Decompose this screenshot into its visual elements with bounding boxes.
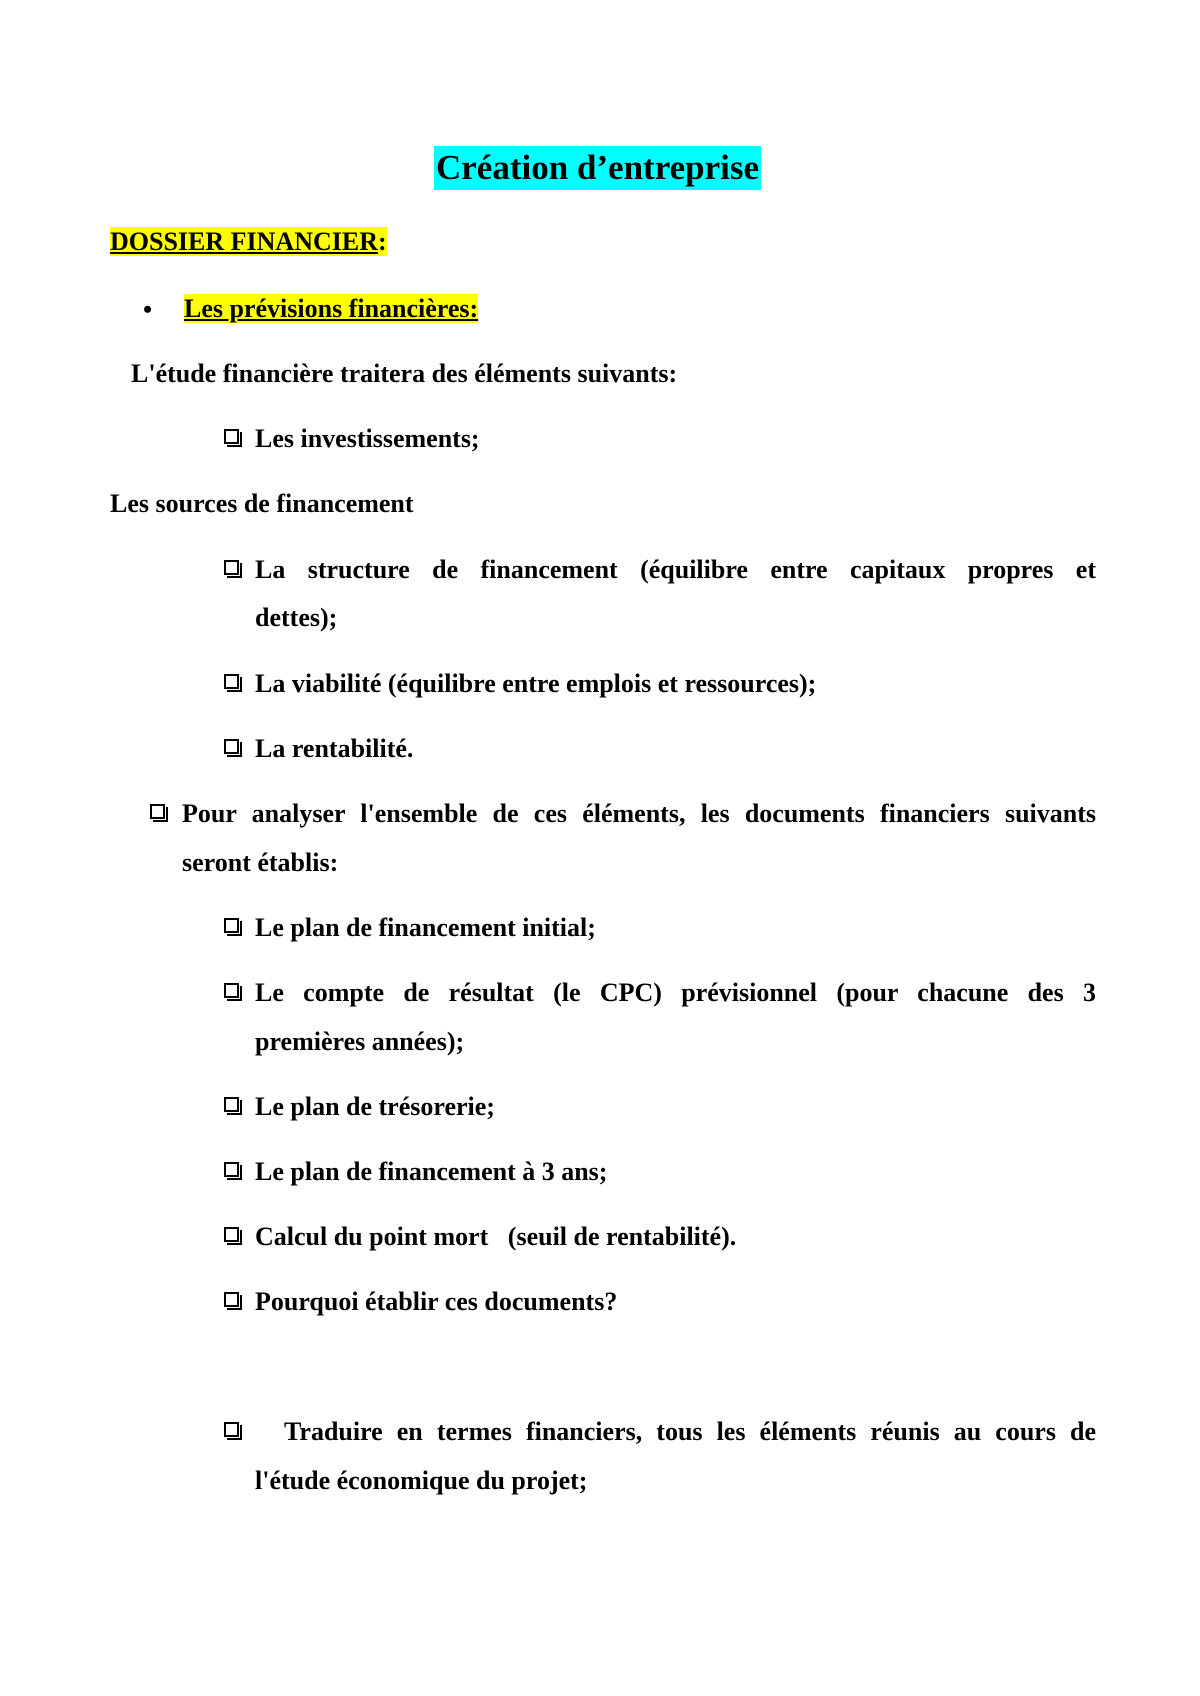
traduire-line1: Traduire en termes financiers, tous les éléments réunis au cours de — [284, 1417, 1096, 1446]
section-heading-text: DOSSIER FINANCIER — [110, 227, 378, 256]
checkbox-square-icon — [224, 1227, 239, 1242]
list-item-pourquoi: Pourquoi établir ces documents? — [255, 1287, 618, 1316]
checkbox-square-icon — [224, 1422, 239, 1437]
subheading-text: Les prévisions financières: — [184, 294, 479, 323]
bullet-dot-icon: • — [143, 295, 153, 324]
checkbox-square-icon — [224, 918, 239, 933]
list-item-structure-line1: La structure de financement (équilibre entre capitaux propres et — [255, 555, 1096, 584]
section-heading — [110, 226, 387, 258]
list-item-viabilite: La viabilité (équilibre entre emplois et ressources); — [255, 669, 817, 698]
analyse-line2: seront établis: — [182, 848, 339, 877]
analyse-line1: Pour analyser l'ensemble de ces éléments, les documents financiers suivants — [182, 799, 1096, 828]
list-item-plan-3ans: Le plan de financement à 3 ans; — [255, 1157, 608, 1186]
subheading — [184, 293, 478, 325]
checkbox-square-icon — [224, 1097, 239, 1112]
checkbox-square-icon — [224, 983, 239, 998]
intro-text: L'étude financière traitera des éléments suivants: — [131, 359, 678, 388]
section-heading-colon: : — [378, 227, 387, 256]
checkbox-square-icon — [224, 560, 239, 575]
list-item-rentabilite: La rentabilité. — [255, 734, 414, 763]
list-item-investissements: Les investissements; — [255, 424, 480, 453]
list-item-point-mort: Calcul du point mort (seuil de rentabilité). — [255, 1222, 737, 1251]
traduire-line2: l'étude économique du projet; — [255, 1466, 588, 1495]
checkbox-square-icon — [224, 1162, 239, 1177]
list-item-cpc-line1: Le compte de résultat (le CPC) prévisionnel (pour chacune des 3 — [255, 978, 1096, 1007]
sources-text: Les sources de financement — [110, 489, 414, 518]
document-title — [434, 146, 761, 190]
checkbox-square-icon — [224, 429, 239, 444]
list-item-plan-initial: Le plan de financement initial; — [255, 913, 596, 942]
checkbox-square-icon — [150, 804, 165, 819]
list-item-cpc-line2: premières années); — [255, 1027, 465, 1056]
checkbox-square-icon — [224, 674, 239, 689]
list-item-structure-line2: dettes); — [255, 603, 338, 632]
checkbox-square-icon — [224, 739, 239, 754]
document-title-text: Création d’entreprise — [436, 148, 760, 187]
checkbox-square-icon — [224, 1292, 239, 1307]
list-item-tresorerie: Le plan de trésorerie; — [255, 1092, 495, 1121]
